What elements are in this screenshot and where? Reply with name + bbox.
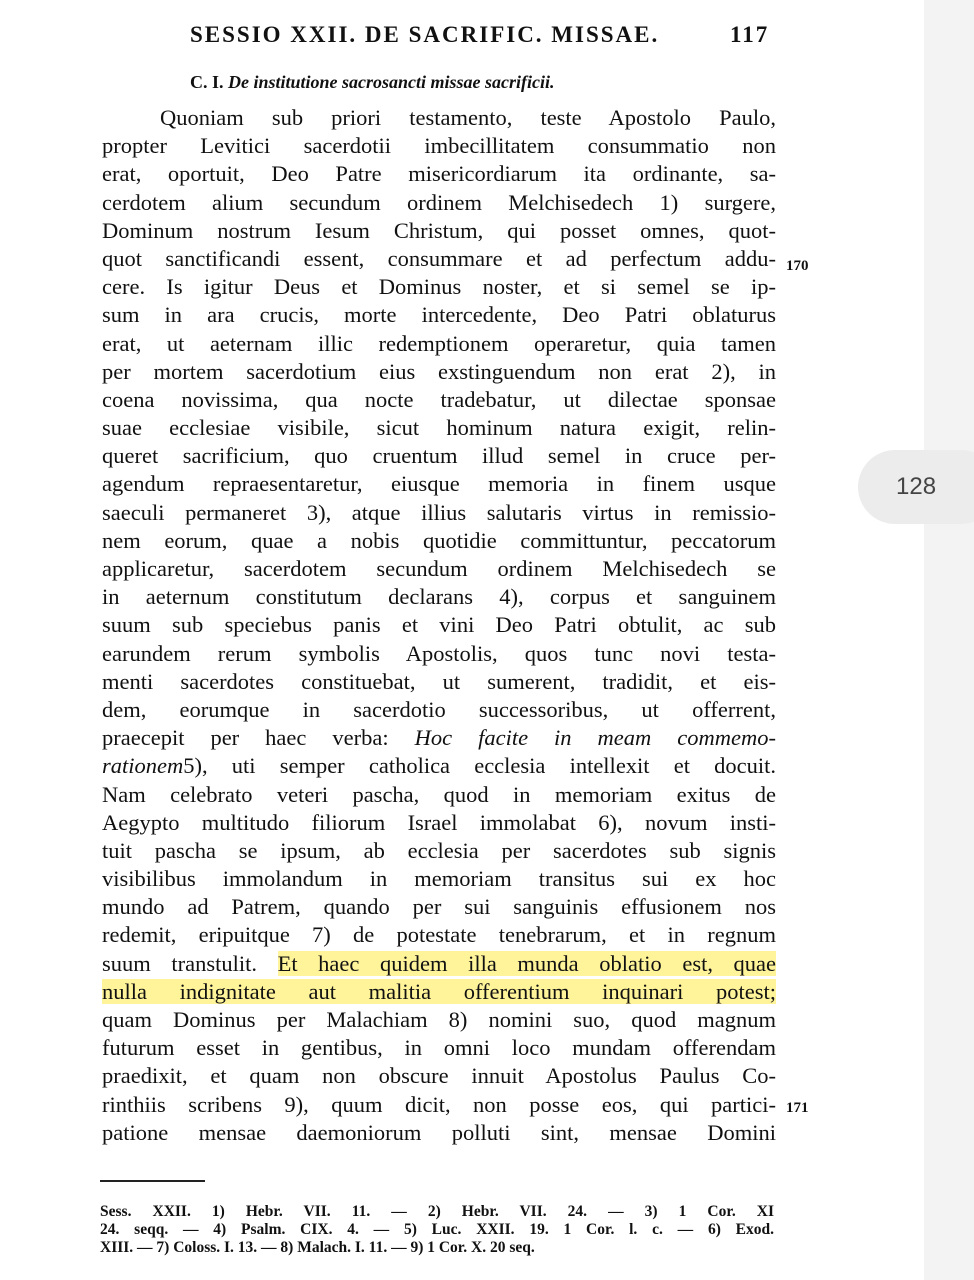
footnote-line: XIII. — 7) Coloss. I. 13. — 8) Malach. I. 11. — 9) 1 Cor. X. 20 seq. (100, 1239, 535, 1256)
text-line: coena novissima, qua nocte tradebatur, ut dilectae sponsae (102, 386, 776, 412)
text-line: patione mensae daemoniorum polluti sint, mensae Domini (102, 1119, 776, 1145)
page-indicator-number: 128 (896, 473, 937, 500)
text-line: queret sacrificium, quo cruentum illud semel in cruce per- (102, 443, 776, 469)
header-page-number: 117 (730, 22, 770, 47)
margin-number-171: 171 (786, 1100, 809, 1116)
text-segment: suum transtulit. (102, 950, 257, 976)
text-line: dem, eorumque in sacerdotio successoribus, ut offerrent, (102, 696, 776, 722)
italic-quote: Hoc facite in meam commemo- (414, 725, 776, 751)
running-header (190, 22, 790, 48)
text-line (102, 978, 776, 1006)
text-line: futurum esset in gentibus, in omni loco mundam offerendam (102, 1035, 776, 1061)
text-line: cerdotem alium secundum ordinem Melchisedech 1) surgere, (102, 189, 776, 215)
text-line: mundo ad Patrem, quando per sui sanguinis effusionem nos (102, 894, 776, 920)
highlighted-text: nulla indignitate aut malitia offerentium inquinari potest; (102, 978, 776, 1004)
text-line: sum in ara crucis, morte intercedente, Deo Patri oblaturus (102, 302, 776, 328)
text-line: per mortem sacerdotium eius exstinguendum non erat 2), in (102, 358, 776, 384)
text-line: visibilibus immolandum in memoriam transitus sui ex hoc (102, 866, 776, 892)
text-line: quot sanctificandi essent, consummare et ad perfectum addu- (102, 245, 776, 271)
header-title: SESSIO XXII. DE SACRIFIC. MISSAE. (190, 22, 660, 47)
text-line: Dominum nostrum Iesum Christum, qui posset omnes, quot- (102, 217, 776, 243)
text-line: menti sacerdotes constituebat, ut sumerent, tradidit, et eis- (102, 668, 776, 694)
text-line: propter Levitici sacerdotii imbecillitatem consummatio non (102, 133, 776, 159)
text-line: saeculi permaneret 3), atque illius salutaris virtus in remissio- (102, 499, 776, 525)
text-line (102, 950, 776, 978)
text-line: erat, ut aeternam illic redemptionem operaretur, quia tamen (102, 330, 776, 356)
text-line: cere. Is igitur Deus et Dominus noster, et si semel se ip- (102, 274, 776, 300)
body-text (102, 104, 776, 1147)
text-line: earundem rerum symbolis Apostolis, quos tunc novi testa- (102, 640, 776, 666)
text-line: suum sub speciebus panis et vini Deo Patri obtulit, ac sub (102, 612, 776, 638)
text-line: suae ecclesiae visibile, sicut hominum natura exigit, relin- (102, 415, 776, 441)
footnote-divider (100, 1180, 205, 1182)
text-line: quam Dominus per Malachiam 8) nomini suo, quod magnum (102, 1007, 776, 1032)
text-line: Aegypto multitudo filiorum Israel immolabat 6), novum insti- (102, 809, 776, 835)
page-indicator-badge[interactable] (858, 450, 974, 524)
text-line: erat, oportuit, Deo Patre misericordiarum ita ordinante, sa- (102, 161, 776, 187)
text-line: tuit pascha se ipsum, ab ecclesia per sacerdotes sub signis (102, 837, 776, 863)
margin-number-170: 170 (786, 258, 809, 274)
chapter-heading (190, 72, 555, 93)
text-line (102, 724, 776, 752)
footnote-line: Sess. XXII. 1) Hebr. VII. 11. — 2) Hebr. VII. 24. — 3) 1 Cor. XI (100, 1203, 774, 1220)
text-line: Nam celebrato veteri pascha, quod in memoriam exitus de (102, 781, 776, 807)
text-line: rinthiis scribens 9), quum dicit, non posse eos, qui partici- (102, 1091, 776, 1117)
footnote-line: 24. seqq. — 4) Psalm. CIX. 4. — 5) Luc. XXII. 19. 1 Cor. l. c. — 6) Exod. (100, 1221, 774, 1238)
footnotes (100, 1203, 774, 1257)
text-line: redemit, eripuitque 7) de potestate tenebrarum, et in regnum (102, 922, 776, 948)
text-line (102, 752, 776, 780)
chapter-number: C. I. (190, 72, 224, 92)
text-segment: 5), uti semper catholica ecclesia intellexit et docuit. (183, 753, 776, 779)
text-line: praedixit, et quam non obscure innuit Apostolus Paulus Co- (102, 1063, 776, 1089)
text-segment: praecepit per haec verba: (102, 725, 389, 751)
text-line: Quoniam sub priori testamento, teste Apostolo Paulo, (160, 105, 776, 130)
chapter-title: De institutione sacrosancti missae sacrificii. (228, 72, 555, 92)
italic-quote: rationem (102, 753, 184, 779)
highlighted-text: Et haec quidem illa munda oblatio est, quae (277, 950, 777, 976)
text-line: in aeternum constitutum declarans 4), corpus et sanguinem (102, 584, 776, 610)
text-line: nem eorum, quae a nobis quotidie committuntur, peccatorum (102, 527, 776, 553)
text-line: agendum repraesentaretur, eiusque memoria in finem usque (102, 471, 776, 497)
text-line: applicaretur, sacerdotem secundum ordinem Melchisedech se (102, 556, 776, 581)
